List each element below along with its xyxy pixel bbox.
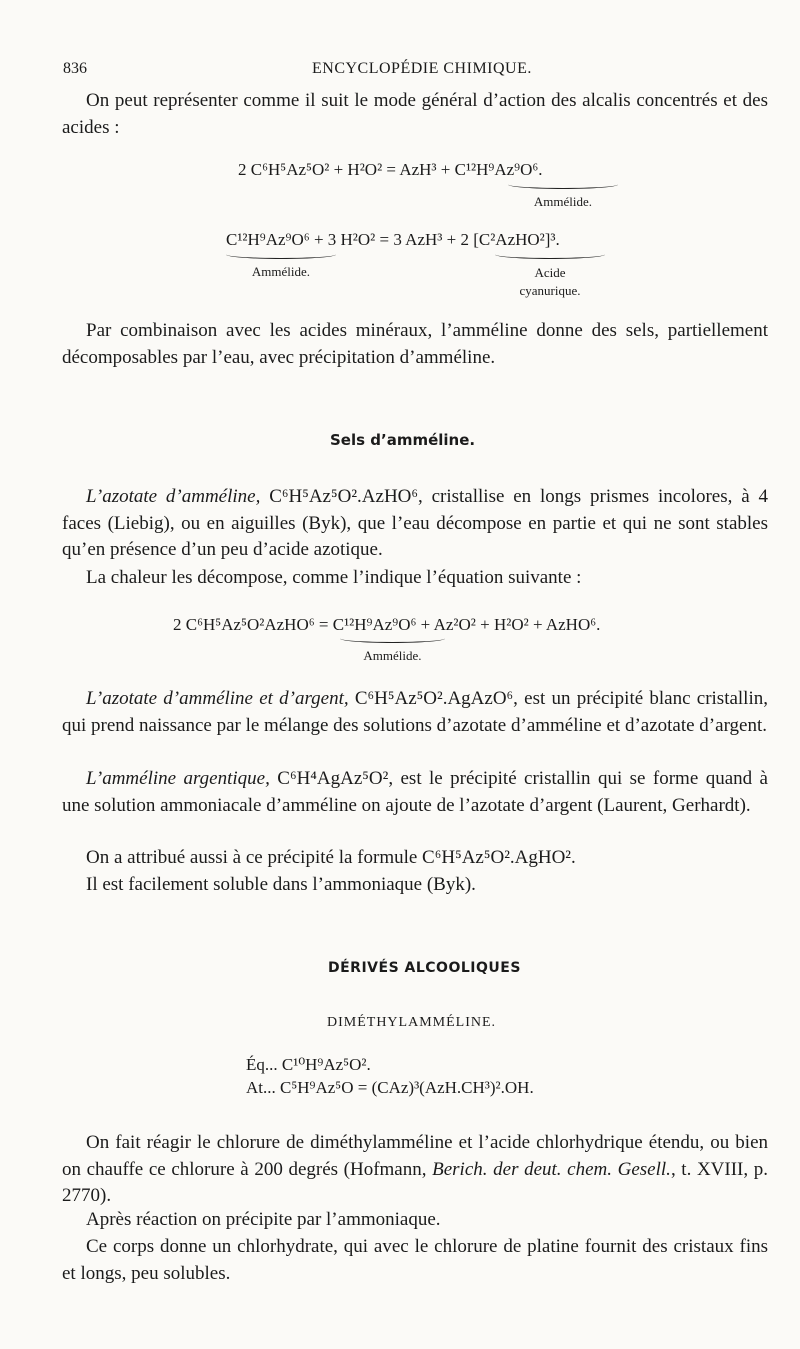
equation-1: 2 C⁶H⁵Az⁵O² + H²O² = AzH³ + C¹²H⁹Az⁹O⁶. xyxy=(238,160,543,179)
brace-ammelide-2 xyxy=(226,250,336,259)
azotate-title: L’azotate d’amméline, xyxy=(86,486,261,507)
argentique-title: L’amméline argentique, xyxy=(86,768,270,789)
azotate-argent-title: L’azotate d’amméline et d’argent, xyxy=(86,688,349,709)
subsection-dimethylammeline: DIMÉTHYLAMMÉLINE. xyxy=(327,1015,497,1030)
paragraph-chaleur: La chaleur les décompose, comme l’indique l’équation suivante : xyxy=(86,567,582,588)
azotate-text: C⁶H⁵Az⁵O².AzHO⁶, cristallise en longs prismes incolores, à 4 faces (Liebig), ou en aiguilles (Byk), que l’eau décompose en partie et qui ne sont stables qu’en présence d’un peu d’acide azotique. xyxy=(62,486,768,560)
argentique-text: C⁶H⁴AgAz⁵O², est le précipité cristallin qui se forme quand à une solution ammoniacale d’amméline on ajoute de l’azotate d’argent (Laurent, Gerhardt). xyxy=(62,768,768,816)
section-derives-alcooliques: DÉRIVÉS ALCOOLIQUES xyxy=(328,960,521,976)
azotate-argent-text: C⁶H⁵Az⁵O².AgAzO⁶, est un précipité blanc cristallin, qui prend naissance par le mélange des solutions d’azotate d’amméline et d’azotate d’argent. xyxy=(62,688,768,736)
formula-equivalent: Éq... C¹⁰H⁹Az⁵O². xyxy=(246,1055,371,1074)
paragraph-argentique xyxy=(62,766,768,819)
formula-atomic: At... C⁵H⁹Az⁵O = (CAz)³(AzH.CH³)².OH. xyxy=(246,1078,534,1097)
reaction-text-before: On fait réagir le chlorure de diméthylamméline et l’acide chlorhydrique étendu, ou bien on chauffe ce chlorure à 200 degrés (Hofmann, xyxy=(62,1132,768,1180)
equation-2: C¹²H⁹Az⁹O⁶ + 3 H²O² = 3 AzH³ + 2 [C²AzHO²]³. xyxy=(226,230,560,249)
label-ammelide-2: Ammélide. xyxy=(251,264,311,279)
page-number: 836 xyxy=(63,60,87,77)
reaction-text-after: , t. XVIII, p. 2770). xyxy=(62,1158,769,1206)
paragraph-chlorhydrate: Ce corps donne un chlorhydrate, qui avec le chlorure de platine fournit des cristaux fins et longs, peu solubles. xyxy=(62,1236,768,1284)
paragraph-soluble: Il est facilement soluble dans l’ammoniaque (Byk). xyxy=(86,874,476,895)
brace-acide-cyanurique xyxy=(495,250,605,259)
label-ammelide-1: Ammélide. xyxy=(533,194,593,209)
paragraph-apres: Après réaction on précipite par l’ammoniaque. xyxy=(86,1209,441,1230)
paragraph-azotate-argent xyxy=(62,686,768,739)
intro-paragraph: On peut représenter comme il suit le mode général d’action des alcalis concentrés et des acides : xyxy=(62,90,768,138)
brace-ammelide-3 xyxy=(340,634,445,643)
section-sels-ammeline: Sels d’amméline. xyxy=(330,431,476,449)
label-ammelide-3: Ammélide. xyxy=(363,648,422,663)
brace-ammelide-1 xyxy=(508,180,618,189)
equation-3: 2 C⁶H⁵Az⁵O²AzHO⁶ = C¹²H⁹Az⁹O⁶ + Az²O² + H²O² + AzHO⁶. xyxy=(173,615,601,634)
paragraph-attribue: On a attribué aussi à ce précipité la formule C⁶H⁵Az⁵O².AgHO². xyxy=(86,847,576,868)
running-title: ENCYCLOPÉDIE CHIMIQUE. xyxy=(312,60,532,77)
paragraph-azotate xyxy=(62,484,768,564)
reaction-reference: Berich. der deut. chem. Gesell. xyxy=(432,1158,671,1180)
paragraph-reaction xyxy=(62,1130,768,1210)
paragraph-combinaison: Par combinaison avec les acides minéraux, l’amméline donne des sels, partiellement décomposables par l’eau, avec précipitation d’amméline. xyxy=(62,320,768,368)
label-acide-cyanurique: Acide cyanurique. xyxy=(519,265,581,298)
